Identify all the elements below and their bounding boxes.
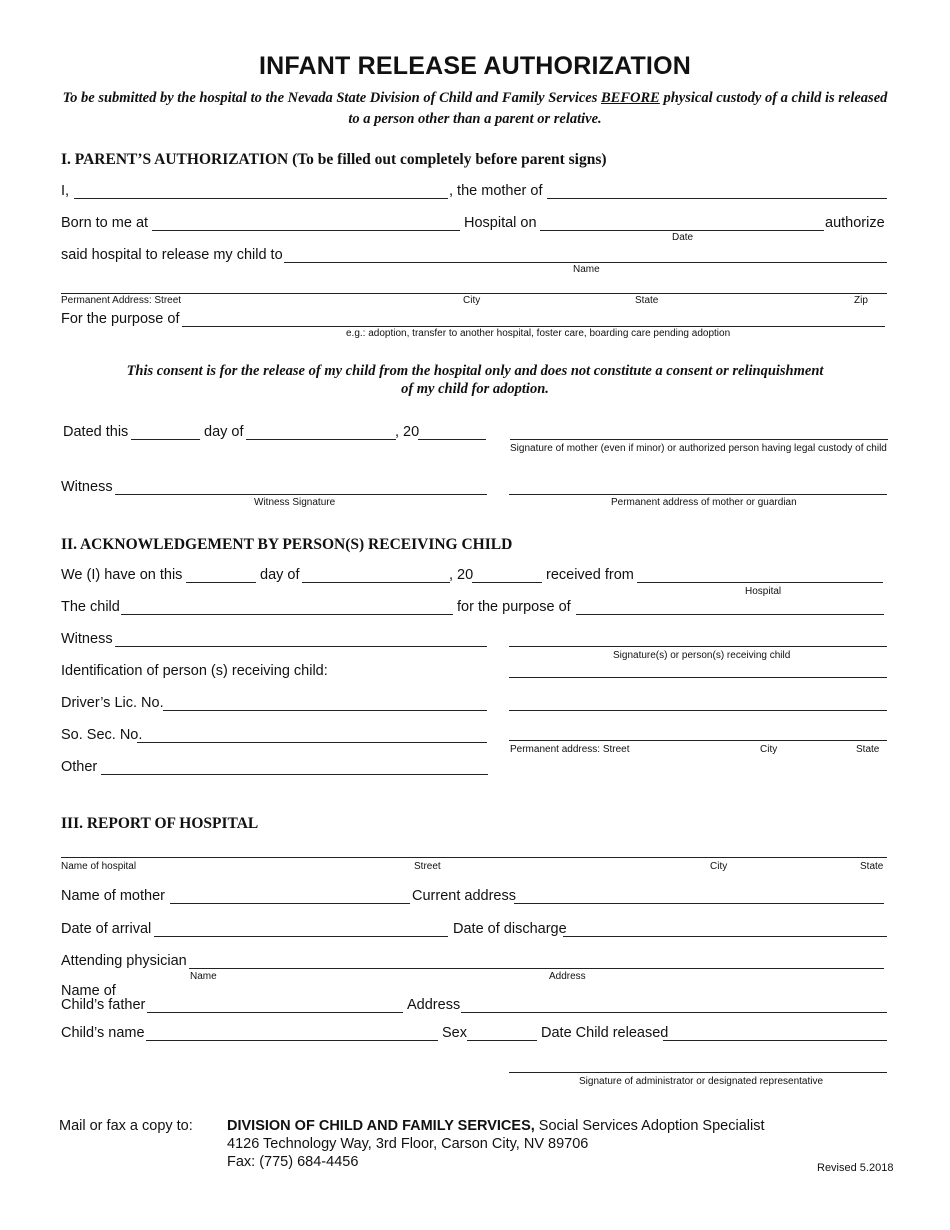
authorize-label: authorize	[825, 215, 885, 231]
received-year-prefix: , 20	[449, 567, 474, 583]
footer-fax: Fax: (775) 684-4456	[227, 1154, 359, 1170]
received-month-field[interactable]	[302, 582, 450, 583]
hospital-street-caption: Street	[414, 861, 441, 872]
born-to-me-at-label: Born to me at	[61, 215, 149, 231]
childs-name-label: Child’s name	[61, 1025, 145, 1041]
section-2-heading: II. ACKNOWLEDGEMENT BY PERSON(S) RECEIVING CHILD	[61, 536, 513, 553]
dated-year-field[interactable]	[418, 439, 486, 440]
physician-name-caption: Name	[190, 971, 217, 982]
receiving-purpose-field[interactable]	[576, 614, 884, 615]
day-of-label: day of	[204, 424, 244, 440]
release-to-label: said hospital to release my child to	[61, 247, 283, 263]
birth-hospital-field[interactable]	[152, 230, 460, 231]
year-prefix-label: , 20	[395, 424, 420, 440]
current-address-field[interactable]	[514, 903, 884, 904]
name-caption: Name	[573, 264, 600, 275]
date-caption: Date	[672, 232, 694, 243]
receiving-city-caption: City	[760, 744, 778, 755]
subtitle-post: physical custody of a child is released to a person other than a parent or relative.	[348, 90, 888, 127]
footer-org-rest: Social Services Adoption Specialist	[534, 1118, 765, 1134]
purpose-field[interactable]	[182, 326, 885, 327]
date-of-discharge-label: Date of discharge	[453, 921, 567, 937]
identification-label: Identification of person (s) receiving child:	[61, 663, 328, 679]
we-have-label: We (I) have on this	[61, 567, 183, 583]
the-child-label: The child	[61, 599, 120, 615]
mother-name-field[interactable]	[74, 198, 448, 199]
dated-month-field[interactable]	[246, 439, 396, 440]
receiving-signature-caption: Signature(s) or person(s) receiving child	[613, 650, 791, 661]
drivers-lic-field[interactable]	[163, 710, 487, 711]
dated-this-label: Dated this	[63, 424, 129, 440]
receiving-signature-field[interactable]	[509, 646, 887, 647]
father-address-label: Address	[407, 997, 461, 1013]
addr-city-caption: City	[463, 295, 481, 306]
footer-address: 4126 Technology Way, 3rd Floor, Carson City, NV 89706	[227, 1136, 589, 1152]
witness-signature-field[interactable]	[115, 494, 487, 495]
witness-label: Witness	[61, 479, 113, 495]
current-address-label: Current address	[412, 888, 516, 904]
childs-father-label: Child’s father	[61, 997, 146, 1013]
hospital-state-caption: State	[860, 861, 884, 872]
date-of-arrival-field[interactable]	[154, 936, 448, 937]
child-name-field[interactable]	[547, 198, 887, 199]
mother-signature-field[interactable]	[510, 439, 888, 440]
attending-physician-field[interactable]	[189, 968, 884, 969]
footer-org: DIVISION OF CHILD AND FAMILY SERVICES,	[227, 1118, 535, 1134]
name-of-mother-field[interactable]	[170, 903, 410, 904]
childs-father-field[interactable]	[147, 1012, 403, 1013]
receiving-line-3-field[interactable]	[509, 710, 887, 711]
form-title: INFANT RELEASE AUTHORIZATION	[259, 52, 691, 80]
release-to-name-field[interactable]	[284, 262, 887, 263]
receiving-street-caption: Permanent address: Street	[510, 744, 630, 755]
footer-org-line	[227, 1118, 765, 1134]
received-day-of-label: day of	[260, 567, 300, 583]
mail-label: Mail or fax a copy to:	[59, 1118, 193, 1134]
hospital-on-label: Hospital on	[464, 215, 537, 231]
date-child-released-label: Date Child released	[541, 1025, 669, 1041]
mother-address-caption: Permanent address of mother or guardian	[611, 497, 797, 508]
date-child-released-field[interactable]	[663, 1040, 887, 1041]
hospital-info-field[interactable]	[61, 857, 887, 858]
date-of-arrival-label: Date of arrival	[61, 921, 152, 937]
the-child-field[interactable]	[121, 614, 453, 615]
received-from-label: received from	[546, 567, 634, 583]
mother-of-label: , the mother of	[449, 183, 543, 199]
purpose-caption: e.g.: adoption, transfer to another hospital, foster care, boarding care pending adoption	[346, 328, 731, 339]
witness-2-label: Witness	[61, 631, 113, 647]
permanent-address-field[interactable]	[61, 293, 887, 294]
receiving-state-caption: State	[856, 744, 880, 755]
subtitle-pre: To be submitted by the hospital to the Nevada State Division of Child and Family Services	[62, 90, 601, 106]
so-sec-label: So. Sec. No.	[61, 727, 143, 743]
receiving-signature-2-field[interactable]	[509, 677, 887, 678]
section-3-heading: III. REPORT OF HOSPITAL	[61, 815, 259, 832]
received-day-field[interactable]	[186, 582, 256, 583]
admin-signature-caption: Signature of administrator or designated representative	[579, 1076, 824, 1087]
hospital-caption: Hospital	[745, 586, 782, 597]
birth-date-field[interactable]	[540, 230, 824, 231]
childs-name-field[interactable]	[146, 1040, 438, 1041]
addr-state-caption: State	[635, 295, 659, 306]
admin-signature-field[interactable]	[509, 1072, 887, 1073]
revised-date: Revised 5.2018	[817, 1162, 894, 1174]
name-of-mother-label: Name of mother	[61, 888, 165, 904]
name-of-hospital-caption: Name of hospital	[61, 861, 137, 872]
sex-label: Sex	[442, 1025, 467, 1041]
purpose-label: For the purpose of	[61, 311, 180, 327]
sex-field[interactable]	[467, 1040, 537, 1041]
mother-signature-caption: Signature of mother (even if minor) or authorized person having legal custody of child	[510, 443, 887, 454]
dated-day-field[interactable]	[131, 439, 200, 440]
other-field[interactable]	[101, 774, 488, 775]
physician-address-caption: Address	[549, 971, 586, 982]
date-of-discharge-field[interactable]	[563, 936, 887, 937]
name-of-label: Name of	[61, 983, 116, 999]
father-address-field[interactable]	[461, 1012, 887, 1013]
i-label: I,	[61, 183, 70, 199]
consent-statement: This consent is for the release of my child from the hospital only and does not constitute a consent or relinquishment of my child for adoption.	[126, 363, 824, 397]
witness-signature-caption: Witness Signature	[254, 497, 336, 508]
hospital-city-caption: City	[710, 861, 728, 872]
receiving-address-field[interactable]	[509, 740, 887, 741]
form-subtitle	[60, 88, 890, 130]
drivers-lic-label: Driver’s Lic. No.	[61, 695, 164, 711]
so-sec-field[interactable]	[137, 742, 487, 743]
attending-physician-label: Attending physician	[61, 953, 187, 969]
mother-address-field[interactable]	[509, 494, 887, 495]
section-1-heading: I. PARENT’S AUTHORIZATION (To be filled out completely before parent signs)	[61, 151, 607, 168]
received-from-hospital-field[interactable]	[637, 582, 883, 583]
other-label: Other	[61, 759, 98, 775]
addr-zip-caption: Zip	[854, 295, 868, 306]
witness-2-field[interactable]	[115, 646, 487, 647]
subtitle-emphasis: BEFORE	[601, 90, 660, 106]
for-purpose-label: for the purpose of	[457, 599, 571, 615]
received-year-field[interactable]	[472, 582, 542, 583]
addr-street-caption: Permanent Address: Street	[61, 295, 182, 306]
